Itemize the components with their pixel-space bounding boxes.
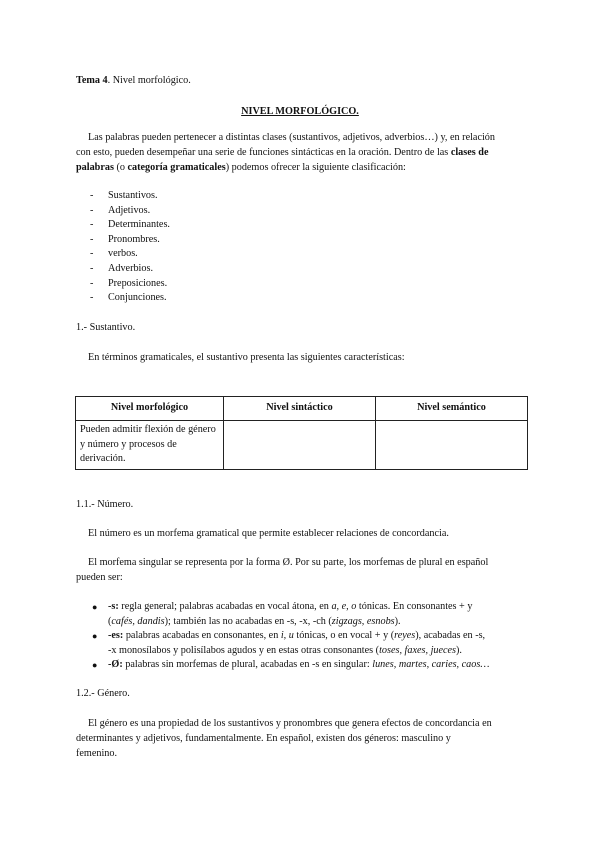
list-item: ● -es: palabras acabadas en consonantes, en i, u tónicas, o en vocal + y (reyes), acabadas en -s, -x monosílabos y polisílabos agudos y en estas otras consonantes (toses, faxes, jueces). [92,630,486,656]
list-item: - Adverbios. [90,262,153,274]
genero-line-1: El género es una propiedad de los sustantivos y pronombres que genera efectos de concordancia en [88,718,492,729]
cell-semantic [376,421,528,470]
numero-paragraph-3: pueden ser: [76,572,123,583]
list-item: - Pronombres. [90,233,160,245]
list-item: - verbos. [90,248,138,260]
header-syntactic: Nivel sintáctico [224,397,376,421]
bold-palabras: palabras [76,162,114,173]
topic-label: Tema 4 [76,75,108,86]
topic-name: . Nivel morfológico. [107,75,191,86]
bold-clases-de: clases de [450,147,489,158]
numero-paragraph-1: El número es un morfema gramatical que permite establecer relaciones de concordancia. [88,528,449,539]
header-morphological: Nivel morfológico [76,397,224,421]
bullet-icon: ● [92,602,98,612]
page-title: NIVEL MORFOLÓGICO. [241,106,359,117]
section-intro-sustantivo: En términos gramaticales, el sustantivo presenta las siguientes características: [88,352,405,363]
list-item: - Determinantes. [90,219,170,231]
bold-categoria: categoría gramaticales [127,162,226,173]
table-header-row [76,397,528,421]
plural-rules-list [90,600,530,673]
bullet-icon: ● [92,660,98,671]
numero-paragraph-2: El morfema singular se representa por la forma Ø. Por su parte, los morfemas de plural en español [88,557,489,568]
list-item: - Adjetivos. [90,204,151,216]
list-item: - Conjunciones. [90,292,167,304]
table-row [76,421,528,470]
section-heading-genero: 1.2.- Género. [76,688,130,699]
list-item: - Sustantivos. [90,190,158,201]
cell-morphological: Pueden admitir flexión de género y número y procesos de derivación. [76,421,224,470]
section-heading-numero: 1.1.- Número. [76,499,134,510]
list-item: - Preposiciones. [90,277,168,289]
list-item: ● -Ø: palabras sin morfemas de plural, acabadas en -s en singular: lunes, martes, caries, caos… [90,658,530,673]
intro-line-2: con esto, pueden desempeñar una serie de funciones sintácticas en la oración. Dentro de las clases de [76,147,489,158]
intro-line-3: palabras (o categoría gramaticales) podemos ofrecer la siguiente clasificación: [76,162,406,173]
intro-line-1: Las palabras pueden pertenecer a distintas clases (sustantivos, adjetivos, adverbios…) y, en relación [88,132,495,143]
list-item: ● -s: regla general; palabras acabadas en vocal átona, en a, e, o tónicas. En consonantes + y (cafés, dandis); también las no acabadas en -s, -x, -ch (zigzags, esnobs). [92,601,473,627]
characteristics-table [75,396,528,470]
genero-line-2: determinantes y adjetivos, fundamentalmente. En español, existen dos géneros: masculino y [76,733,451,744]
word-class-list [90,189,170,306]
cell-syntactic [224,421,376,470]
header-semantic: Nivel semántico [376,397,528,421]
topic-header [76,74,191,89]
section-heading-sustantivo: 1.- Sustantivo. [76,322,136,333]
bullet-icon: ● [92,631,98,642]
genero-line-3: femenino. [76,748,118,759]
